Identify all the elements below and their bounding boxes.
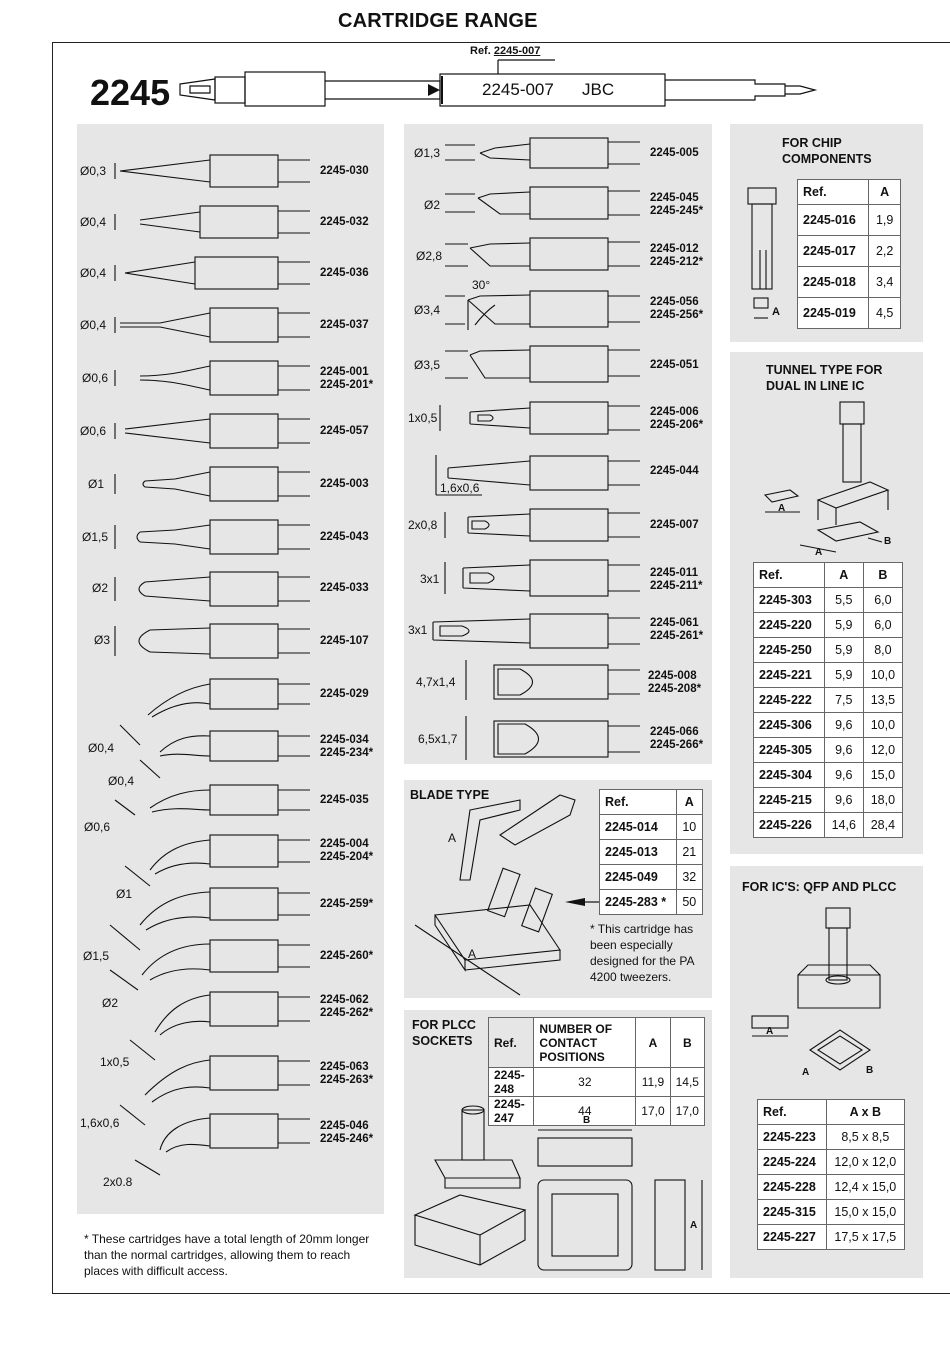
dim-label: Ø0,6 bbox=[80, 424, 107, 438]
footnote: * These cartridges have a total length of 20mm longer than the normal cartridges, allowing them to reach places with difficult access. bbox=[84, 1232, 370, 1278]
dim-label: Ø2,8 bbox=[416, 249, 443, 263]
ref-label: 2245-006 bbox=[650, 406, 699, 418]
value-cell: 9,6 bbox=[824, 763, 863, 788]
ref-label: 2245-008 bbox=[648, 670, 697, 682]
value-cell: 44 bbox=[534, 1097, 636, 1126]
value-cell: 3,4 bbox=[869, 267, 901, 298]
col-header: Ref. bbox=[758, 1100, 827, 1125]
col-header: Ref. bbox=[600, 790, 677, 815]
ref-label-extended: 2245-211* bbox=[650, 580, 703, 592]
handle-brand: JBC bbox=[582, 80, 615, 99]
ref-label: 2245-035 bbox=[320, 794, 369, 806]
value-cell: 13,5 bbox=[863, 688, 902, 713]
dim-label: Ø0,6 bbox=[84, 820, 111, 834]
handle-ref-value: 2245-007 bbox=[493, 45, 541, 57]
dim-label: Ø1,3 bbox=[414, 146, 441, 160]
dim-label: 3x1 bbox=[420, 572, 440, 586]
chip-dim-a: A bbox=[772, 306, 780, 318]
ref-cell: 2245-017 bbox=[798, 236, 869, 267]
ref-cell: 2245-303 bbox=[754, 588, 825, 613]
value-cell: 17,0 bbox=[670, 1097, 704, 1126]
page-title: CARTRIDGE RANGE bbox=[338, 10, 538, 32]
ref-label: 2245-043 bbox=[320, 531, 369, 543]
ref-cell: 2245-226 bbox=[754, 813, 825, 838]
col-header: A bbox=[869, 180, 901, 205]
dim-label: Ø2 bbox=[424, 198, 441, 212]
dim-label: 4,7x1,4 bbox=[416, 675, 456, 689]
dim-label: Ø1,5 bbox=[83, 949, 110, 963]
qfp-dim-b: B bbox=[866, 1065, 874, 1076]
col-header: B bbox=[863, 563, 902, 588]
ref-label: 2245-004 bbox=[320, 838, 369, 850]
ref-cell: 2245-315 bbox=[758, 1200, 827, 1225]
value-cell: 10,0 bbox=[863, 713, 902, 738]
ref-label-extended: 2245-262* bbox=[320, 1007, 374, 1019]
ref-label: 2245-045 bbox=[650, 192, 699, 204]
ref-label: 2245-057 bbox=[320, 425, 369, 437]
value-cell: 21 bbox=[676, 840, 702, 865]
plcc-dim-b: B bbox=[583, 1115, 591, 1126]
ref-cell: 2245-304 bbox=[754, 763, 825, 788]
value-cell: 15,0 bbox=[863, 763, 902, 788]
qfp-heading: FOR IC'S: QFP AND PLCC bbox=[742, 880, 897, 894]
ref-cell: 2245-013 bbox=[600, 840, 677, 865]
dim-label: 3x1 bbox=[408, 623, 428, 637]
value-cell: 32 bbox=[534, 1068, 636, 1097]
dim-label: 1,6x0,6 bbox=[80, 1116, 120, 1130]
ref-label: 2245-066 bbox=[650, 726, 699, 738]
value-cell: 6,0 bbox=[863, 613, 902, 638]
value-cell: 12,0 bbox=[863, 738, 902, 763]
ref-label-extended: 2245-234* bbox=[320, 747, 374, 759]
blade-dim-a: A bbox=[448, 831, 457, 845]
value-cell: 9,6 bbox=[824, 788, 863, 813]
blade-heading: BLADE TYPE bbox=[410, 788, 490, 802]
value-cell: 50 bbox=[676, 890, 702, 915]
ref-cell: 2245-306 bbox=[754, 713, 825, 738]
tunnel-dim-a: A bbox=[815, 547, 823, 558]
col-header: Ref. bbox=[754, 563, 825, 588]
ref-cell: 2245-227 bbox=[758, 1225, 827, 1250]
ref-label-extended: 2245-212* bbox=[650, 256, 704, 268]
col-header: Ref. bbox=[489, 1018, 534, 1068]
value-cell: 28,4 bbox=[863, 813, 902, 838]
ref-label: 2245-007 bbox=[650, 519, 699, 531]
ref-label: 2245-107 bbox=[320, 635, 369, 647]
value-cell: 12,4 x 15,0 bbox=[826, 1175, 904, 1200]
dim-label: Ø0,4 bbox=[80, 215, 107, 229]
value-cell: 14,6 bbox=[824, 813, 863, 838]
table-row bbox=[758, 1200, 905, 1225]
ref-label-extended: 2245-266* bbox=[650, 739, 704, 751]
dim-label: Ø0,4 bbox=[108, 774, 135, 788]
ref-label-extended: 2245-263* bbox=[320, 1074, 374, 1086]
col-header: A bbox=[824, 563, 863, 588]
ref-cell: 2245-014 bbox=[600, 815, 677, 840]
dim-label: 1x0,5 bbox=[100, 1055, 130, 1069]
ref-cell: 2245-215 bbox=[754, 788, 825, 813]
plcc-dim-a: A bbox=[690, 1220, 698, 1231]
ref-cell: 2245-222 bbox=[754, 688, 825, 713]
col-header: Ref. bbox=[798, 180, 869, 205]
ref-label: 2245-011 bbox=[650, 567, 698, 579]
qfp-table bbox=[757, 1099, 905, 1250]
ref-cell: 2245-250 bbox=[754, 638, 825, 663]
dim-label: Ø2 bbox=[92, 581, 109, 595]
col-header: A x B bbox=[826, 1100, 904, 1125]
tunnel-dim-a-small: A bbox=[778, 503, 786, 514]
dim-label: Ø0,6 bbox=[82, 371, 109, 385]
dim-label: Ø0,4 bbox=[80, 266, 107, 280]
chip-heading: FOR CHIP COMPONENTS bbox=[782, 136, 872, 166]
col-header: B bbox=[670, 1018, 704, 1068]
value-cell: 11,9 bbox=[636, 1068, 670, 1097]
dim-label: 2x0.8 bbox=[103, 1175, 133, 1189]
ref-label: 2245-061 bbox=[650, 617, 699, 629]
ref-label: 2245-056 bbox=[650, 296, 699, 308]
ref-cell: 2245-223 bbox=[758, 1125, 827, 1150]
ref-cell: 2245-228 bbox=[758, 1175, 827, 1200]
handle-code: 2245-007 bbox=[482, 80, 554, 99]
table-row bbox=[758, 1125, 905, 1150]
ref-label: 2245-062 bbox=[320, 994, 369, 1006]
dim-label: 6,5x1,7 bbox=[418, 732, 458, 746]
value-cell: 10 bbox=[676, 815, 702, 840]
ref-cell: 2245-049 bbox=[600, 865, 677, 890]
tunnel-heading: TUNNEL TYPE FOR DUAL IN LINE IC bbox=[766, 363, 883, 393]
ref-label: 2245-029 bbox=[320, 688, 369, 700]
dim-label: Ø1 bbox=[116, 887, 133, 901]
ref-label: 2245-051 bbox=[650, 359, 699, 371]
value-cell: 7,5 bbox=[824, 688, 863, 713]
dim-label: Ø2 bbox=[102, 996, 119, 1010]
angle-label: 30° bbox=[472, 278, 491, 292]
model-number: 2245 bbox=[90, 72, 171, 113]
value-cell: 8,5 x 8,5 bbox=[826, 1125, 904, 1150]
col-header: A bbox=[676, 790, 702, 815]
value-cell: 17,5 x 17,5 bbox=[826, 1225, 904, 1250]
ref-label-extended: 2245-206* bbox=[650, 419, 704, 431]
ref-label-extended: 2245-245* bbox=[650, 205, 704, 217]
ref-label: 2245-001 bbox=[320, 366, 369, 378]
value-cell: 5,9 bbox=[824, 663, 863, 688]
dim-label: 1x0,5 bbox=[408, 411, 438, 425]
tunnel-dim-b: B bbox=[884, 536, 892, 547]
qfp-dim-a: A bbox=[802, 1067, 810, 1078]
dim-label: Ø0,4 bbox=[80, 318, 107, 332]
dim-label: Ø1,5 bbox=[82, 530, 109, 544]
dim-label: 1,6x0,6 bbox=[440, 481, 480, 495]
value-cell: 9,6 bbox=[824, 713, 863, 738]
handle-ref-prefix: Ref. bbox=[470, 45, 491, 57]
dim-label: Ø0,4 bbox=[88, 741, 115, 755]
value-cell: 17,0 bbox=[636, 1097, 670, 1126]
ref-cell: 2245-016 bbox=[798, 205, 869, 236]
value-cell: 9,6 bbox=[824, 738, 863, 763]
ref-cell: 2245-305 bbox=[754, 738, 825, 763]
ref-label: 2245-034 bbox=[320, 734, 369, 746]
ref-label: 2245-259* bbox=[320, 898, 374, 910]
ref-label: 2245-063 bbox=[320, 1061, 369, 1073]
ref-label: 2245-033 bbox=[320, 582, 369, 594]
ref-label: 2245-037 bbox=[320, 319, 369, 331]
value-cell: 14,5 bbox=[670, 1068, 704, 1097]
blade-note: * This cartridge has been especially designed for the PA 4200 tweezers. bbox=[590, 922, 694, 984]
ref-cell: 2245-220 bbox=[754, 613, 825, 638]
value-cell: 2,2 bbox=[869, 236, 901, 267]
value-cell: 10,0 bbox=[863, 663, 902, 688]
qfp-dim-a-small: A bbox=[766, 1026, 774, 1037]
dim-label: 2x0,8 bbox=[408, 518, 438, 532]
ref-cell: 2245-221 bbox=[754, 663, 825, 688]
ref-label: 2245-003 bbox=[320, 478, 369, 490]
col-header: A bbox=[636, 1018, 670, 1068]
ref-label-extended: 2245-208* bbox=[648, 683, 702, 695]
value-cell: 4,5 bbox=[869, 298, 901, 329]
value-cell: 8,0 bbox=[863, 638, 902, 663]
value-cell: 32 bbox=[676, 865, 702, 890]
table-row bbox=[758, 1150, 905, 1175]
value-cell: 15,0 x 15,0 bbox=[826, 1200, 904, 1225]
col-header: NUMBER OF CONTACT POSITIONS bbox=[534, 1018, 636, 1068]
plcc-heading: FOR PLCC SOCKETS bbox=[412, 1018, 476, 1048]
ref-label: 2245-036 bbox=[320, 267, 369, 279]
ref-cell: 2245-247 bbox=[489, 1097, 534, 1126]
ref-label-extended: 2245-256* bbox=[650, 309, 704, 321]
table-row bbox=[758, 1225, 905, 1250]
ref-cell: 2245-019 bbox=[798, 298, 869, 329]
ref-label-extended: 2245-201* bbox=[320, 379, 374, 391]
ref-label: 2245-005 bbox=[650, 147, 699, 159]
ref-cell: 2245-224 bbox=[758, 1150, 827, 1175]
dim-label: Ø1 bbox=[88, 477, 105, 491]
ref-cell: 2245-283 * bbox=[600, 890, 677, 915]
table-row bbox=[758, 1175, 905, 1200]
dim-label: Ø3,5 bbox=[414, 358, 441, 372]
ref-label: 2245-032 bbox=[320, 216, 369, 228]
value-cell: 12,0 x 12,0 bbox=[826, 1150, 904, 1175]
ref-cell: 2245-018 bbox=[798, 267, 869, 298]
dim-label: Ø0,3 bbox=[80, 164, 107, 178]
dim-label: Ø3 bbox=[94, 633, 111, 647]
ref-label: 2245-046 bbox=[320, 1120, 369, 1132]
ref-cell: 2245-248 bbox=[489, 1068, 534, 1097]
ref-label-extended: 2245-261* bbox=[650, 630, 704, 642]
value-cell: 6,0 bbox=[863, 588, 902, 613]
ref-label-extended: 2245-246* bbox=[320, 1133, 374, 1145]
ref-label-extended: 2245-204* bbox=[320, 851, 374, 863]
ref-label: 2245-030 bbox=[320, 165, 369, 177]
ref-label: 2245-012 bbox=[650, 243, 699, 255]
value-cell: 5,9 bbox=[824, 613, 863, 638]
value-cell: 5,9 bbox=[824, 638, 863, 663]
ref-label: 2245-260* bbox=[320, 950, 374, 962]
blade-dim-a-bottom: A bbox=[468, 947, 477, 961]
value-cell: 5,5 bbox=[824, 588, 863, 613]
ref-label: 2245-044 bbox=[650, 465, 699, 477]
dim-label: Ø3,4 bbox=[414, 303, 441, 317]
value-cell: 1,9 bbox=[869, 205, 901, 236]
value-cell: 18,0 bbox=[863, 788, 902, 813]
